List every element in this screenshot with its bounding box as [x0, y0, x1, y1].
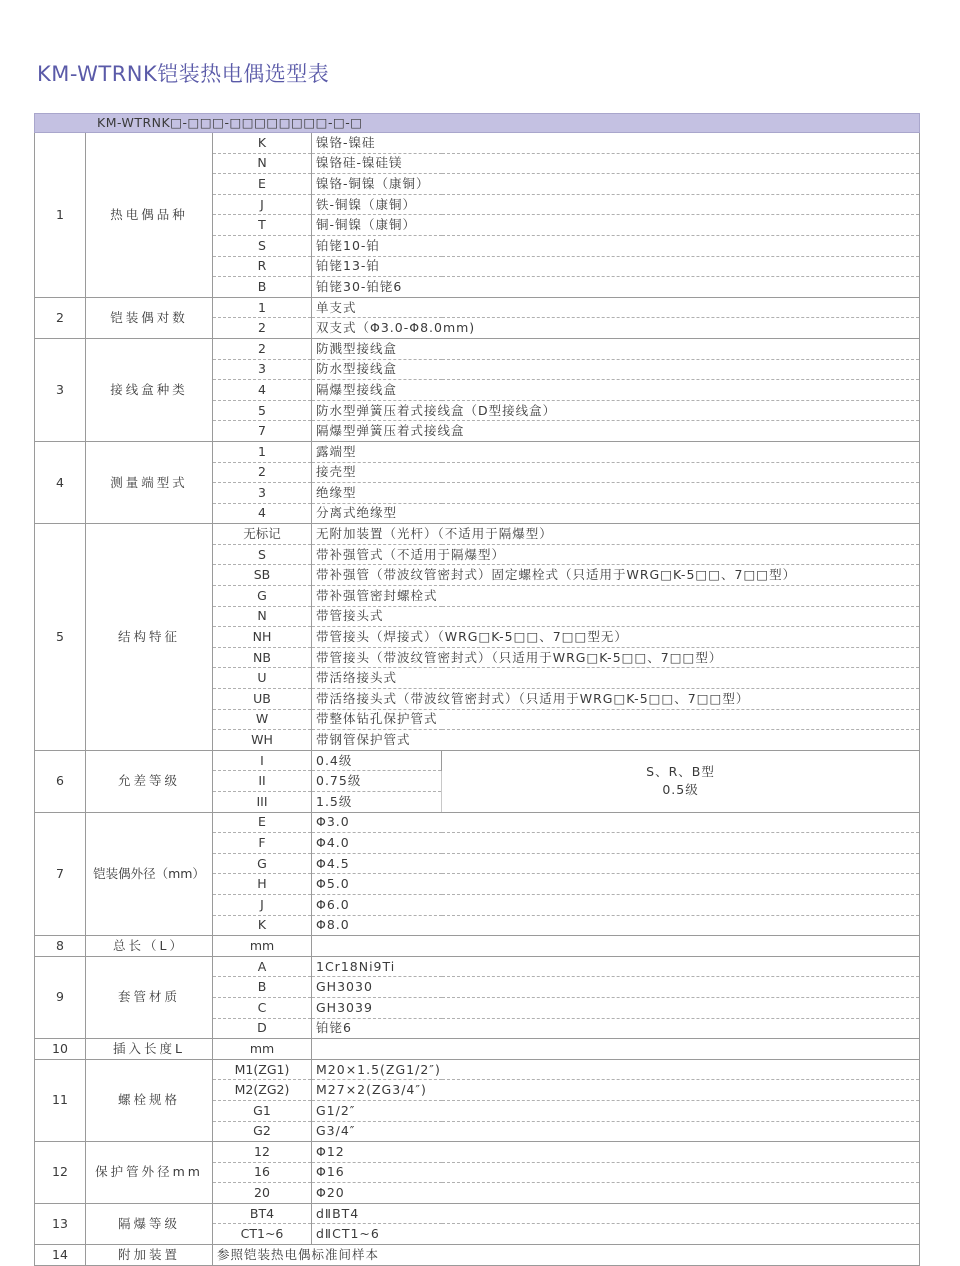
group-name: 结构特征: [86, 524, 213, 751]
option-code: mm: [213, 1039, 312, 1060]
option-code: 5: [213, 400, 312, 421]
option-description: [312, 936, 920, 957]
option-description: 镍铬-镍硅: [312, 133, 920, 154]
selection-table: [34, 113, 920, 1266]
group-number: 7: [35, 812, 86, 936]
group-name: 插入长度L: [86, 1039, 213, 1060]
option-description: 带活络接头式（带波纹管密封式）（只适用于WRG□K-5□□、7□□型）: [312, 689, 920, 710]
option-description: 0.75级: [312, 771, 442, 792]
option-description: 防水型弹簧压着式接线盒（D型接线盒）: [312, 400, 920, 421]
option-code: UB: [213, 689, 312, 710]
group-note-line: S、R、B型: [646, 764, 715, 780]
table-row: [35, 441, 920, 462]
option-code: 4: [213, 503, 312, 524]
group-name: 套管材质: [86, 956, 213, 1038]
table-row: [35, 750, 920, 771]
group-name: 铠装偶外径（mm）: [86, 812, 213, 936]
group-name: 测量端型式: [86, 441, 213, 523]
table-row: [35, 956, 920, 977]
option-code: R: [213, 256, 312, 277]
option-code: N: [213, 153, 312, 174]
table-row: [35, 133, 920, 154]
option-code: E: [213, 812, 312, 833]
option-code: N: [213, 606, 312, 627]
option-code: K: [213, 133, 312, 154]
option-code: 3: [213, 483, 312, 504]
option-description: 隔爆型接线盒: [312, 380, 920, 401]
option-description: G3/4″: [312, 1121, 920, 1142]
option-code: CT1~6: [213, 1224, 312, 1245]
option-code: G: [213, 586, 312, 607]
option-code: 2: [213, 462, 312, 483]
group-number: 6: [35, 750, 86, 812]
option-code: T: [213, 215, 312, 236]
group-number: 8: [35, 936, 86, 957]
group-name: 螺栓规格: [86, 1059, 213, 1141]
option-description: 带管接头（焊接式）（WRG□K-5□□、7□□型无）: [312, 627, 920, 648]
option-code: 无标记: [213, 524, 312, 545]
option-description: 1Cr18Ni9Ti: [312, 956, 920, 977]
option-description: GH3030: [312, 977, 920, 998]
option-description: Φ3.0: [312, 812, 920, 833]
table-row: [35, 1245, 920, 1266]
group-name: 热电偶品种: [86, 133, 213, 298]
option-code: C: [213, 997, 312, 1018]
option-description: dⅡBT4: [312, 1203, 920, 1224]
option-description: 铂铑6: [312, 1018, 920, 1039]
option-description: 铁-铜镍（康铜）: [312, 194, 920, 215]
option-description: 带补强管式（不适用于隔爆型）: [312, 544, 920, 565]
group-note-line: 0.5级: [662, 782, 699, 798]
group-name: 附加装置: [86, 1245, 213, 1266]
option-code: S: [213, 544, 312, 565]
group-number: 14: [35, 1245, 86, 1266]
option-description: Φ5.0: [312, 874, 920, 895]
option-code: F: [213, 833, 312, 854]
option-description: 露端型: [312, 441, 920, 462]
model-code-header: KM-WTRNK□-□□□-□□□□□□□□-□-□: [35, 114, 920, 133]
option-description: 无附加装置（光杆）（不适用于隔爆型）: [312, 524, 920, 545]
option-description: 防水型接线盒: [312, 359, 920, 380]
table-row: [35, 1039, 920, 1060]
option-description: 1.5级: [312, 792, 442, 813]
option-code: D: [213, 1018, 312, 1039]
option-code: B: [213, 977, 312, 998]
group-name: 允差等级: [86, 750, 213, 812]
option-description: GH3039: [312, 997, 920, 1018]
option-code: 3: [213, 359, 312, 380]
option-code: 20: [213, 1183, 312, 1204]
option-description: 双支式（Φ3.0-Φ8.0mm): [312, 318, 920, 339]
option-code: II: [213, 771, 312, 792]
option-description: [312, 1039, 920, 1060]
group-number: 10: [35, 1039, 86, 1060]
option-code: 1: [213, 441, 312, 462]
option-description: Φ8.0: [312, 915, 920, 936]
option-code: H: [213, 874, 312, 895]
option-description: 带补强管（带波纹管密封式）固定螺栓式（只适用于WRG□K-5□□、7□□型）: [312, 565, 920, 586]
group-number: 5: [35, 524, 86, 751]
option-code: A: [213, 956, 312, 977]
group-number: 2: [35, 297, 86, 338]
option-description: 带钢管保护管式: [312, 730, 920, 751]
table-row: [35, 338, 920, 359]
group-name: 接线盒种类: [86, 338, 213, 441]
option-code: M2(ZG2): [213, 1080, 312, 1101]
option-description: M20×1.5(ZG1/2″): [312, 1059, 920, 1080]
option-code: III: [213, 792, 312, 813]
option-code: SB: [213, 565, 312, 586]
group-number: 13: [35, 1203, 86, 1244]
group-name: 隔爆等级: [86, 1203, 213, 1244]
option-code: K: [213, 915, 312, 936]
option-description: Φ4.5: [312, 853, 920, 874]
option-description: Φ16: [312, 1162, 920, 1183]
option-description: M27×2(ZG3/4″): [312, 1080, 920, 1101]
option-description: 接壳型: [312, 462, 920, 483]
option-description: Φ12: [312, 1142, 920, 1163]
option-code: S: [213, 235, 312, 256]
group-number: 1: [35, 133, 86, 298]
group-name: 保护管外径mm: [86, 1142, 213, 1204]
option-code: NH: [213, 627, 312, 648]
option-code: J: [213, 894, 312, 915]
option-code: J: [213, 194, 312, 215]
option-description: Φ20: [312, 1183, 920, 1204]
option-description: 镍铬硅-镍硅镁: [312, 153, 920, 174]
option-code: 7: [213, 421, 312, 442]
table-row: [35, 936, 920, 957]
model-code-header-row: [35, 114, 920, 133]
option-code: G2: [213, 1121, 312, 1142]
option-description: 铂铑13-铂: [312, 256, 920, 277]
table-row: [35, 1142, 920, 1163]
group-name: 铠装偶对数: [86, 297, 213, 338]
option-code: 2: [213, 338, 312, 359]
table-row: [35, 1059, 920, 1080]
table-row: [35, 1203, 920, 1224]
group-number: 4: [35, 441, 86, 523]
option-code: M1(ZG1): [213, 1059, 312, 1080]
option-code: W: [213, 709, 312, 730]
option-description: Φ4.0: [312, 833, 920, 854]
option-code: I: [213, 750, 312, 771]
option-description: dⅡCT1~6: [312, 1224, 920, 1245]
group-note: [442, 750, 920, 812]
option-code: U: [213, 668, 312, 689]
option-description: 带活络接头式: [312, 668, 920, 689]
option-description: 绝缘型: [312, 483, 920, 504]
option-code: G1: [213, 1100, 312, 1121]
group-number: 11: [35, 1059, 86, 1141]
option-code: 1: [213, 297, 312, 318]
group-full-description: 参照铠装热电偶标准间样本: [213, 1245, 920, 1266]
option-description: 防溅型接线盒: [312, 338, 920, 359]
option-description: 单支式: [312, 297, 920, 318]
option-description: Φ6.0: [312, 894, 920, 915]
table-row: [35, 297, 920, 318]
option-description: 分离式绝缘型: [312, 503, 920, 524]
group-number: 9: [35, 956, 86, 1038]
option-description: G1/2″: [312, 1100, 920, 1121]
option-code: 2: [213, 318, 312, 339]
option-code: mm: [213, 936, 312, 957]
option-code: B: [213, 277, 312, 298]
option-code: 12: [213, 1142, 312, 1163]
option-description: 铂铑10-铂: [312, 235, 920, 256]
option-description: 带管接头式: [312, 606, 920, 627]
option-description: 带整体钻孔保护管式: [312, 709, 920, 730]
option-code: E: [213, 174, 312, 195]
group-number: 3: [35, 338, 86, 441]
option-code: BT4: [213, 1203, 312, 1224]
option-code: 16: [213, 1162, 312, 1183]
option-description: 镍铬-铜镍（康铜）: [312, 174, 920, 195]
option-code: NB: [213, 647, 312, 668]
option-description: 0.4级: [312, 750, 442, 771]
option-description: 隔爆型弹簧压着式接线盒: [312, 421, 920, 442]
option-code: WH: [213, 730, 312, 751]
table-row: [35, 524, 920, 545]
option-description: 带补强管密封螺栓式: [312, 586, 920, 607]
option-code: 4: [213, 380, 312, 401]
page-title: KM-WTRNK铠装热电偶选型表: [37, 62, 330, 86]
option-description: 铂铑30-铂铑6: [312, 277, 920, 298]
option-description: 带管接头（带波纹管密封式）（只适用于WRG□K-5□□、7□□型）: [312, 647, 920, 668]
option-description: 铜-铜镍（康铜）: [312, 215, 920, 236]
selection-table-body: [35, 114, 920, 1266]
group-name: 总长（L）: [86, 936, 213, 957]
table-row: [35, 812, 920, 833]
option-code: G: [213, 853, 312, 874]
group-number: 12: [35, 1142, 86, 1204]
